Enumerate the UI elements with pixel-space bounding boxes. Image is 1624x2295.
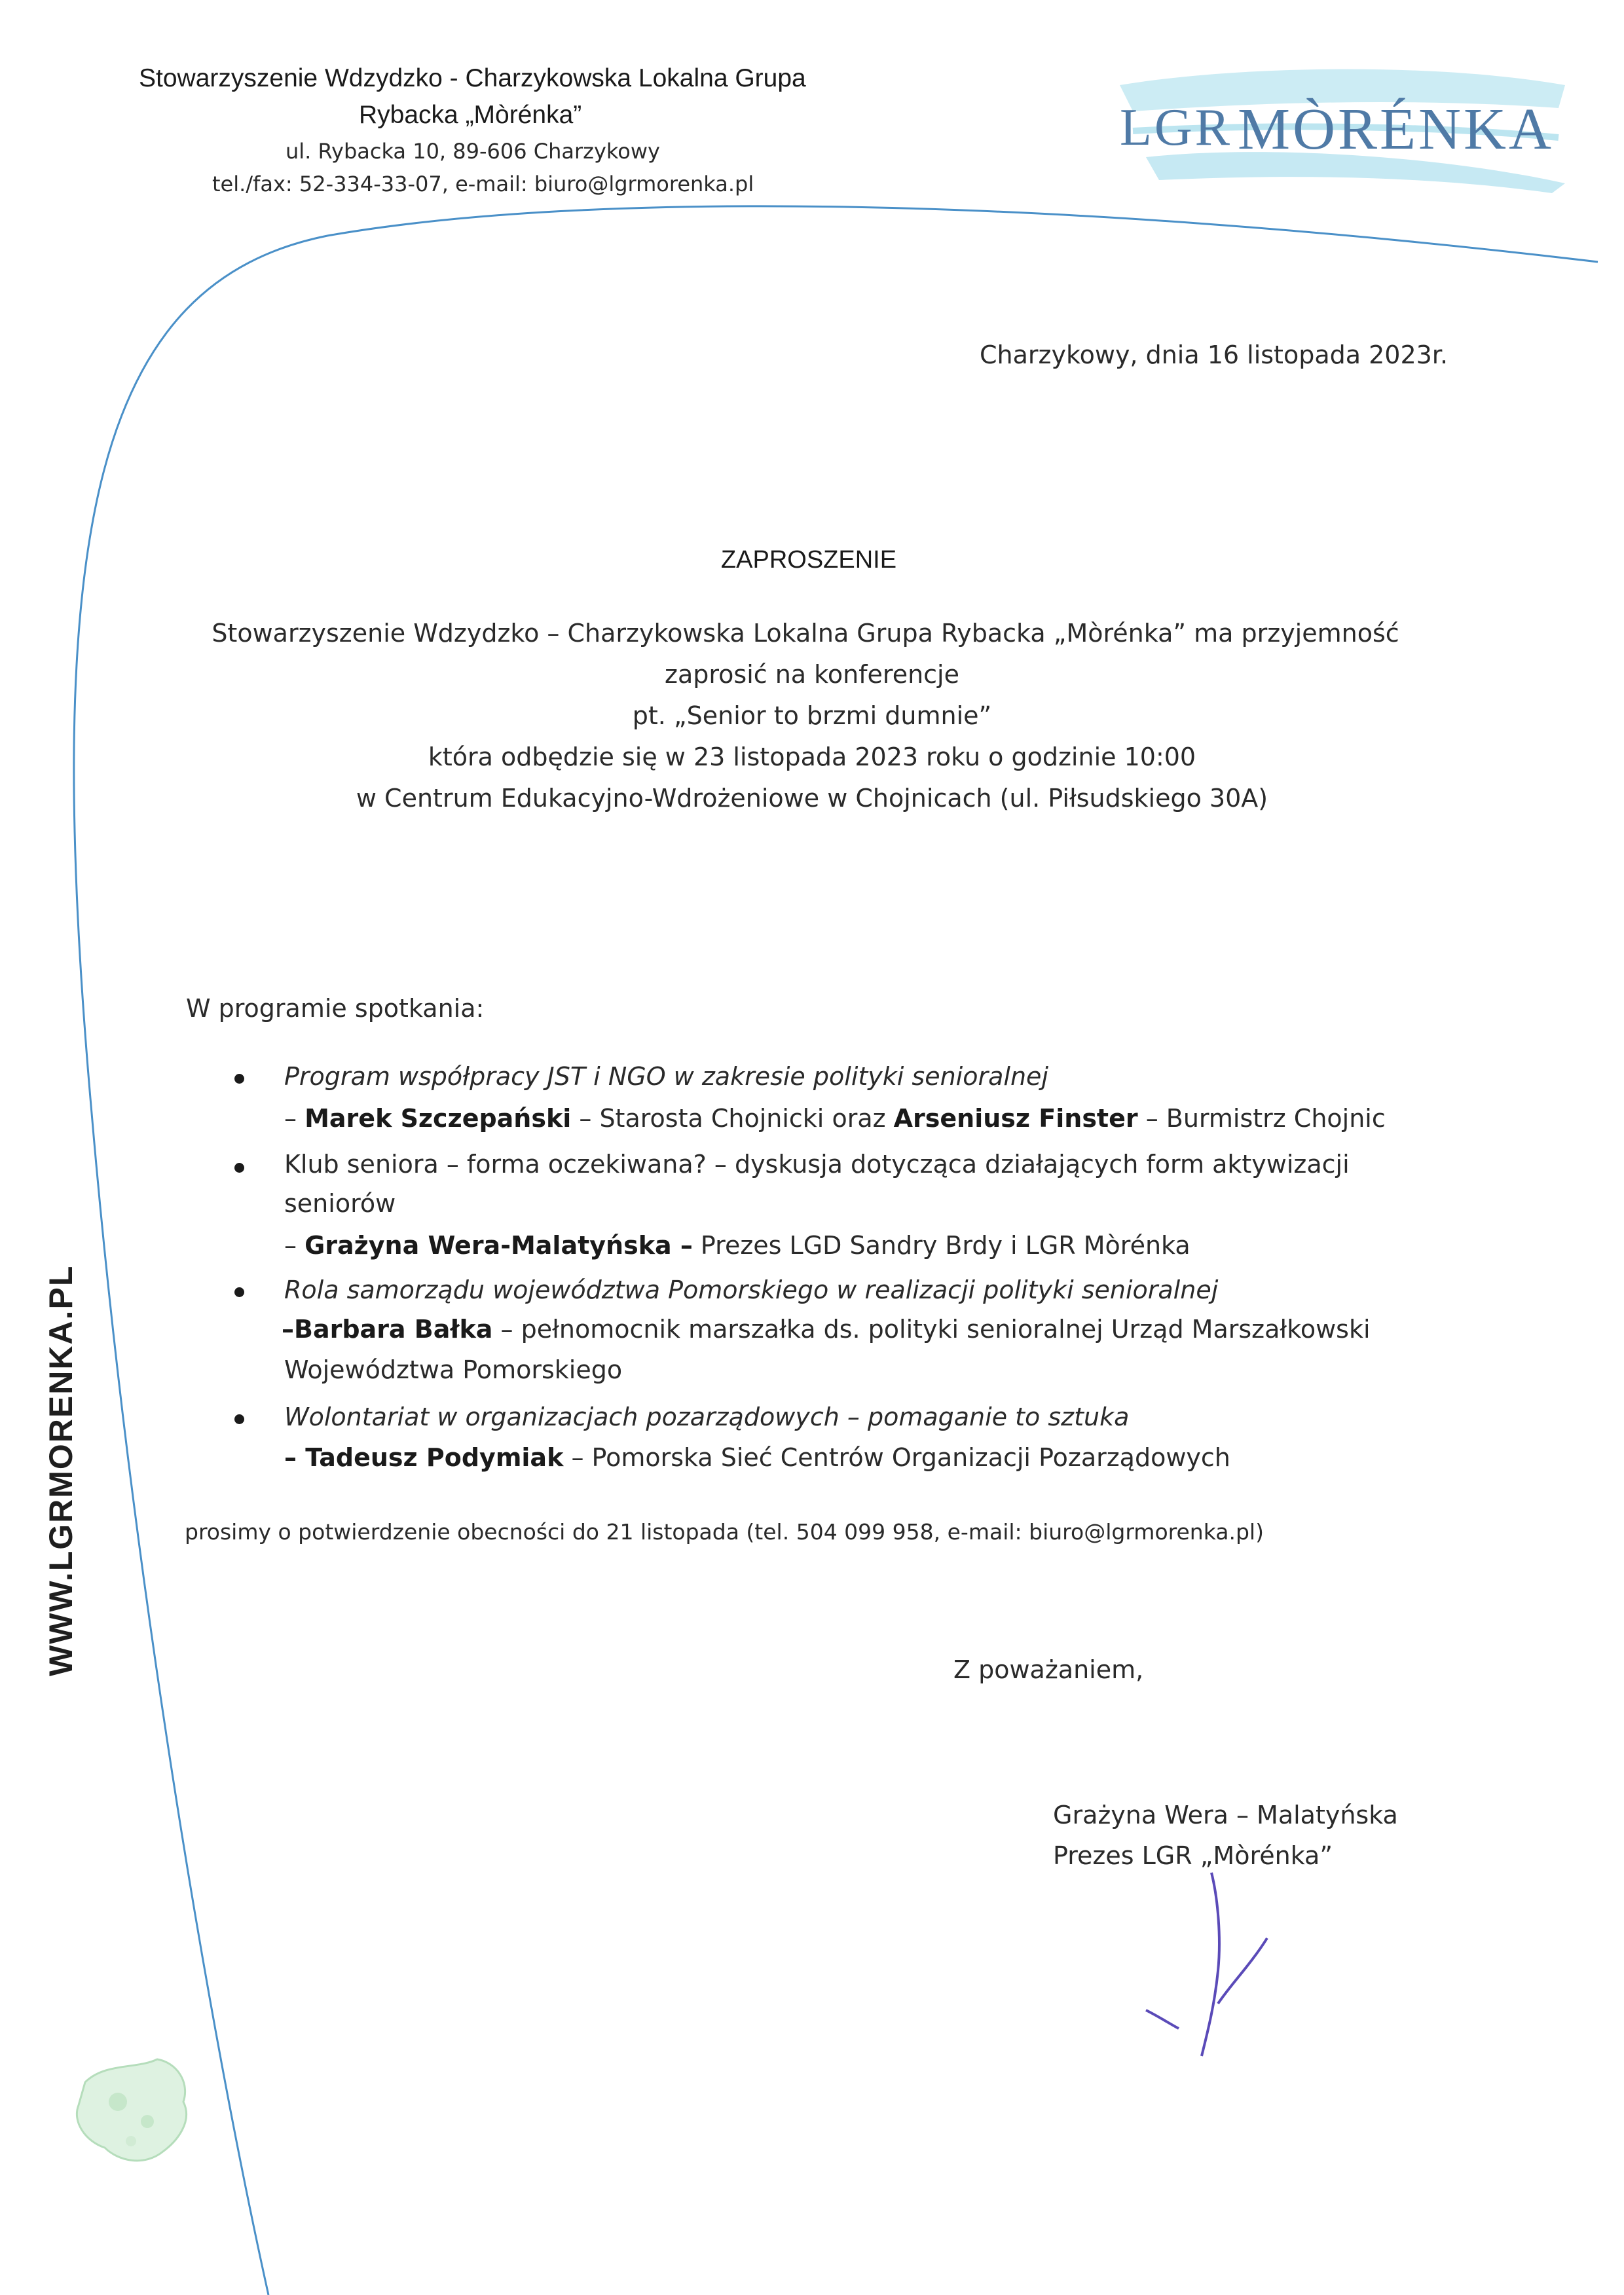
speaker-name: Marek Szczepański [304, 1104, 572, 1133]
bullet-icon [234, 1074, 244, 1084]
bullet-icon [234, 1163, 244, 1173]
program-item-4-title: Wolontariat w organizacjach pozarządowych – pomaganie to sztuka [284, 1403, 1130, 1431]
program-item-3-speaker-line1 [282, 1315, 1371, 1344]
invitation-line-3: pt. „Senior to brzmi dumnie” [632, 701, 992, 730]
org-address: ul. Rybacka 10, 89-606 Charzykowy [286, 139, 660, 164]
org-name-line1: Stowarzyszenie Wdzydzko - Charzykowska Lokalna Grupa [139, 64, 806, 92]
side-website-url: WWW.LGRMORENKA.PL [43, 1264, 79, 1676]
speaker-role: – Starosta Chojnicki oraz [571, 1104, 894, 1133]
program-item-2-speakers [284, 1231, 1190, 1260]
logo-name: MÒRÉNKA [1238, 97, 1555, 162]
invitation-line-1: Stowarzyszenie Wdzydzko – Charzykowska Lokalna Grupa Rybacka „Mòrénka” ma przyjemność [212, 619, 1399, 648]
rsvp-note: prosimy o potwierdzenie obecności do 21 listopada (tel. 504 099 958, e-mail: biuro@lgrmorenka.pl) [185, 1519, 1264, 1545]
signatory-title: Prezes LGR „Mòrénka” [1053, 1841, 1333, 1870]
org-name-line2: Rybacka „Mòrénka” [359, 101, 582, 129]
speaker-name: Grażyna Wera-Malatyńska – [304, 1231, 693, 1260]
logo-prefix: LGR [1120, 99, 1232, 156]
bullet-icon [234, 1287, 244, 1297]
org-contact: tel./fax: 52-334-33-07, e-mail: biuro@lgrmorenka.pl [212, 172, 754, 196]
dash: – [284, 1104, 305, 1133]
signatory-name: Grażyna Wera – Malatyńska [1053, 1801, 1398, 1829]
program-item-2-title-line1: Klub seniora – forma oczekiwana? – dyskusja dotycząca działających form aktywizacji [284, 1150, 1350, 1179]
speaker-name: Arseniusz Finster [893, 1104, 1138, 1133]
date-line: Charzykowy, dnia 16 listopada 2023r. [980, 340, 1449, 369]
speaker-role: – Pomorska Sieć Centrów Organizacji Pozarządowych [563, 1443, 1230, 1472]
invitation-line-2: zaprosić na konferencje [665, 660, 959, 689]
bullet-icon [234, 1414, 244, 1424]
speaker-role: – pełnomocnik marszałka ds. polityki senioralnej Urząd Marszałkowski [492, 1315, 1371, 1344]
speaker-role: Prezes LGD Sandry Brdy i LGR Mòrénka [692, 1231, 1190, 1260]
program-intro: W programie spotkania: [186, 994, 485, 1023]
program-item-3-speaker-line2: Województwa Pomorskiego [284, 1355, 623, 1384]
program-item-3-title: Rola samorządu województwa Pomorskiego w realizacji polityki senioralnej [284, 1276, 1219, 1304]
document-title: ZAPROSZENIE [720, 546, 897, 574]
speaker-role: – Burmistrz Chojnic [1137, 1104, 1386, 1133]
program-item-1-speakers [284, 1104, 1386, 1133]
speaker-name: –Barbara Bałka [282, 1315, 493, 1344]
invitation-line-5: w Centrum Edukacyjno-Wdrożeniowe w Chojnicach (ul. Piłsudskiego 30A) [356, 784, 1268, 813]
speaker-name: – Tadeusz Podymiak [284, 1443, 564, 1472]
lgr-morenka-logo [1107, 59, 1578, 203]
decorative-map-graphic [59, 2043, 210, 2187]
program-item-1-title: Program współpracy JST i NGO w zakresie polityki senioralnej [284, 1062, 1048, 1091]
program-item-2-title-line2: seniorów [284, 1189, 396, 1218]
closing-line: Z poważaniem, [953, 1655, 1144, 1684]
invitation-line-4: która odbędzie się w 23 listopada 2023 roku o godzinie 10:00 [428, 743, 1196, 771]
dash: – [284, 1231, 305, 1260]
program-item-4-speakers [284, 1443, 1230, 1472]
handwritten-signature [1133, 1860, 1290, 2069]
